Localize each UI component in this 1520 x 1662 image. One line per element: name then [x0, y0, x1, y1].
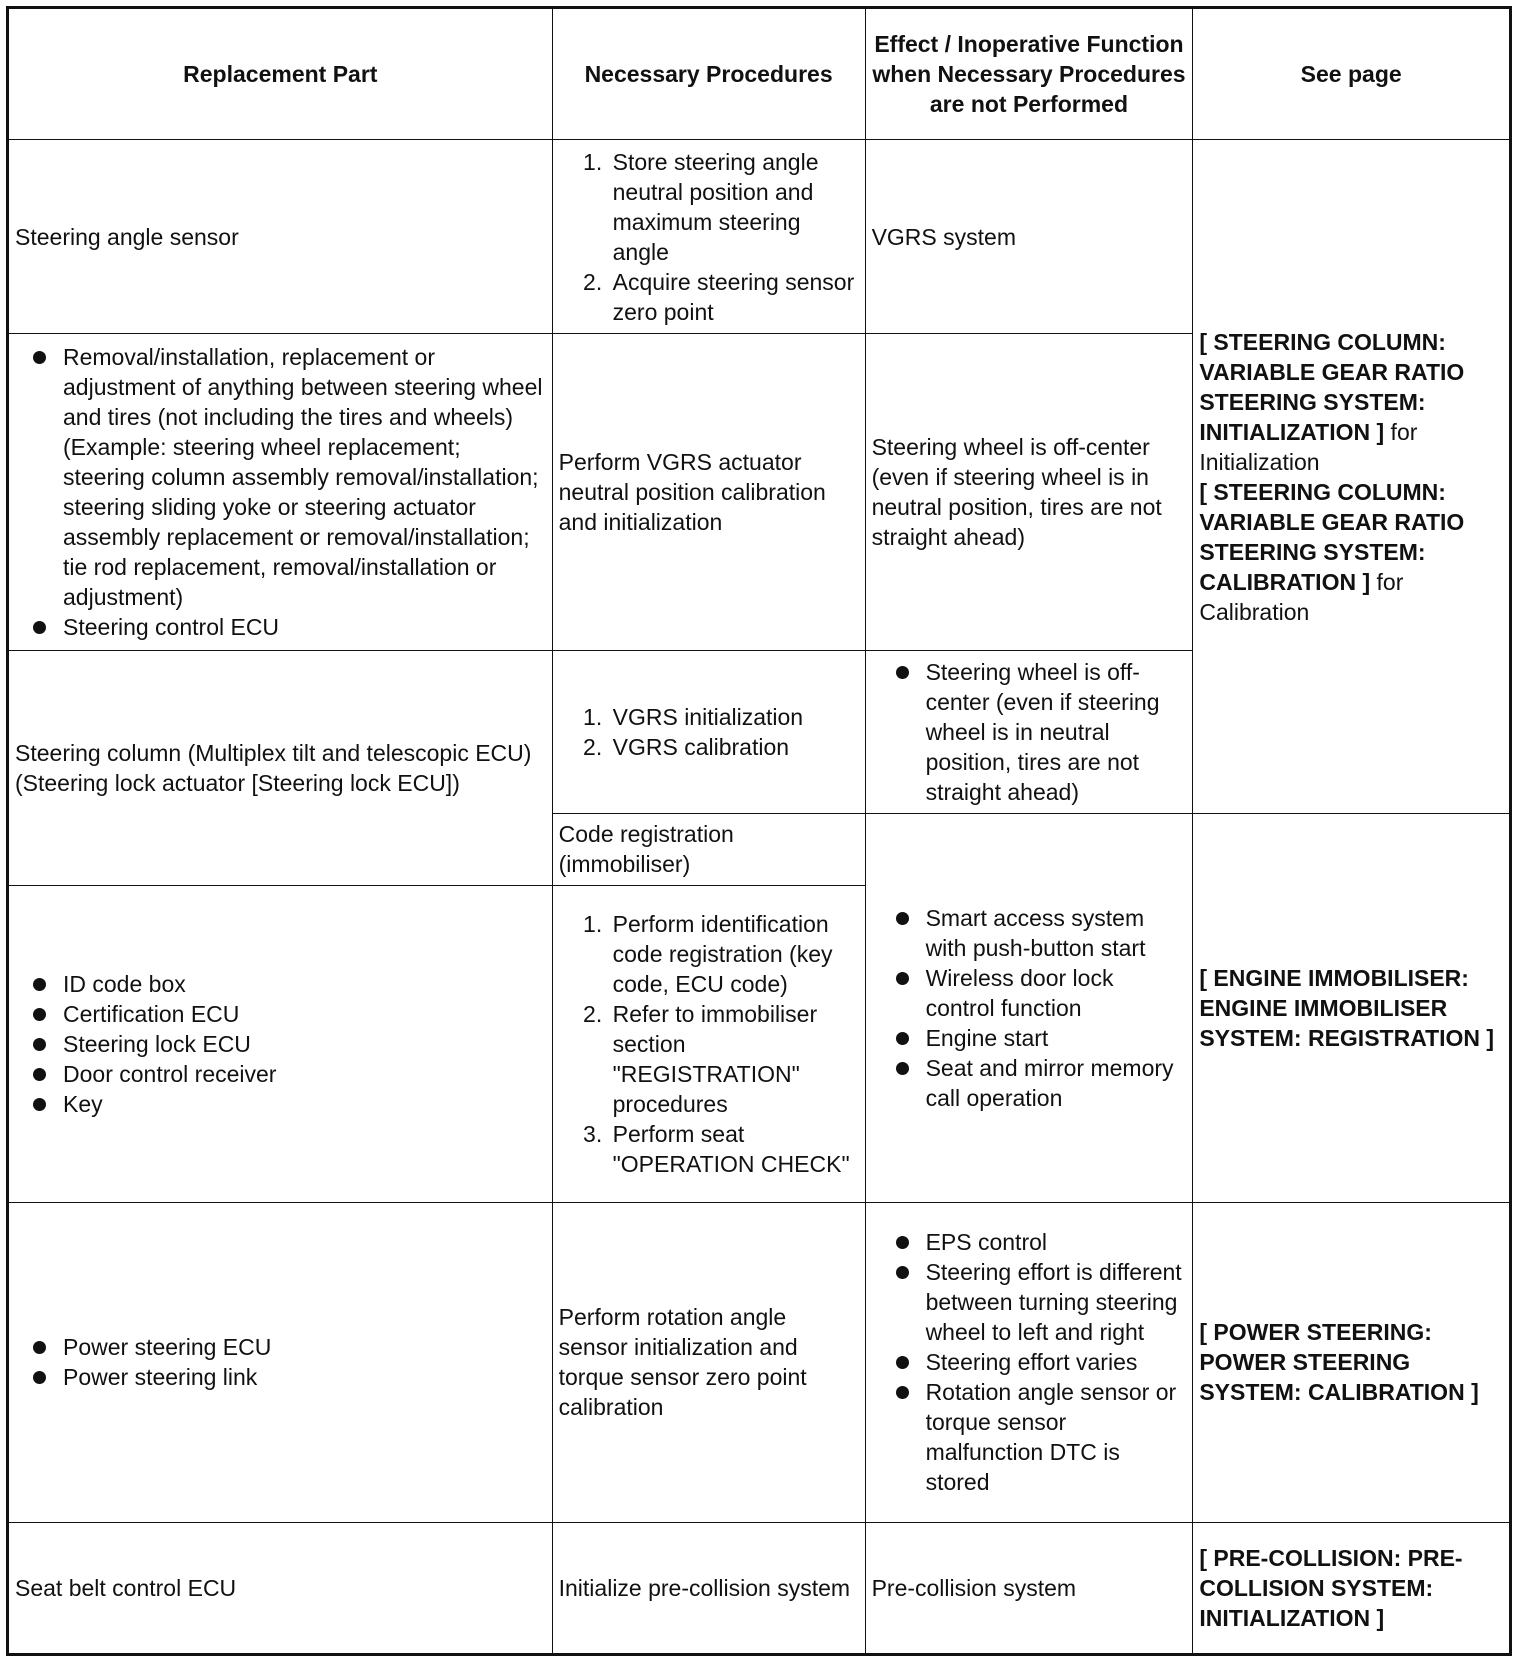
part-bullet-item: Steering control ECU [63, 612, 546, 642]
suffix-calibration: for Calibration [1199, 568, 1404, 625]
part-cell: Steering column (Multiplex tilt and telescopic ECU) (Steering lock actuator [Steering lock ECU]) [9, 651, 552, 885]
part-cell [9, 885, 552, 1202]
effect-cell [865, 651, 1193, 814]
header-necessary-procedures: Necessary Procedures [552, 9, 865, 140]
part-cell [9, 1202, 552, 1522]
effect-bullet-item: Steering wheel is off-center (even if steering wheel is in neutral position, tires are not straight ahead) [926, 657, 1187, 807]
table-row [9, 140, 1509, 333]
part-cell: Seat belt control ECU [9, 1522, 552, 1653]
procedures-cell [552, 140, 865, 333]
see-page-vgrs [1193, 140, 1509, 814]
procedure-item: 2. Acquire steering sensor zero point [609, 267, 859, 327]
effect-bullet-item: Seat and mirror memory call operation [926, 1053, 1187, 1113]
header-replacement-part: Replacement Part [9, 9, 552, 140]
suffix-initialization: for Initialization [1199, 418, 1418, 475]
effect-cell: VGRS system [865, 140, 1193, 333]
header-row [9, 9, 1509, 140]
procedures-cell [552, 651, 865, 814]
part-bullet-item: Certification ECU [63, 999, 546, 1029]
procedures-cell: Perform VGRS actuator neutral position calibration and initialization [552, 333, 865, 651]
replacement-procedures-table [9, 9, 1509, 1653]
part-bullet-item: Door control receiver [63, 1059, 546, 1089]
part-cell [9, 333, 552, 651]
procedure-item: 1. Perform identification code registration (key code, ECU code) [609, 909, 859, 999]
part-bullet-item: Removal/installation, replacement or adjustment of anything between steering wheel and tires (not including the tires and wheels) (Example: steering wheel replacement; steering column assembly removal/installation; steering sliding yoke or steering actuator assembly replacement or removal/installation; tie rod replacement, removal/installation or adjustment) [63, 342, 546, 612]
effect-cell: Pre-collision system [865, 1522, 1193, 1653]
procedures-cell: Initialize pre-collision system [552, 1522, 865, 1653]
effect-bullet-item: EPS control [926, 1227, 1187, 1257]
effect-bullet-item: Steering effort varies [926, 1347, 1187, 1377]
effect-bullet-item: Wireless door lock control function [926, 963, 1187, 1023]
procedure-item: 2. VGRS calibration [609, 732, 859, 762]
procedures-cell: Perform rotation angle sensor initialization and torque sensor zero point calibration [552, 1202, 865, 1522]
header-effect: Effect / Inoperative Function when Necessary Procedures are not Performed [865, 9, 1193, 140]
procedure-item: 2. Refer to immobiliser section "REGISTRATION" procedures [609, 999, 859, 1119]
part-cell: Steering angle sensor [9, 140, 552, 333]
effect-cell: Steering wheel is off-center (even if steering wheel is in neutral position, tires are not straight ahead) [865, 333, 1193, 651]
see-page-pre-collision[interactable]: [ PRE-COLLISION: PRE-COLLISION SYSTEM: INITIALIZATION ] [1193, 1522, 1509, 1653]
link-vgrs-calibration[interactable]: [ STEERING COLUMN: VARIABLE GEAR RATIO STEERING SYSTEM: CALIBRATION ] [1199, 478, 1465, 595]
part-bullet-item: Power steering ECU [63, 1332, 546, 1362]
procedures-cell: Code registration (immobiliser) [552, 814, 865, 886]
effect-bullet-item: Steering effort is different between turning steering wheel to left and right [926, 1257, 1187, 1347]
effect-cell [865, 814, 1193, 1203]
link-vgrs-initialization[interactable]: [ STEERING COLUMN: VARIABLE GEAR RATIO STEERING SYSTEM: INITIALIZATION ] [1199, 328, 1465, 445]
effect-bullet-item: Rotation angle sensor or torque sensor malfunction DTC is stored [926, 1377, 1187, 1497]
effect-bullet-item: Smart access system with push-button start [926, 903, 1187, 963]
see-page-power-steering[interactable]: [ POWER STEERING: POWER STEERING SYSTEM: CALIBRATION ] [1193, 1202, 1509, 1522]
replacement-table-container [6, 6, 1512, 1656]
part-bullet-item: Power steering link [63, 1362, 546, 1392]
procedures-cell [552, 885, 865, 1202]
part-bullet-item: ID code box [63, 969, 546, 999]
procedure-item: 3. Perform seat "OPERATION CHECK" [609, 1119, 859, 1179]
table-row [9, 1522, 1509, 1653]
header-see-page: See page [1193, 9, 1509, 140]
effect-bullet-item: Engine start [926, 1023, 1187, 1053]
procedure-item: 1. VGRS initialization [609, 702, 859, 732]
see-page-immobiliser[interactable]: [ ENGINE IMMOBILISER: ENGINE IMMOBILISER SYSTEM: REGISTRATION ] [1193, 814, 1509, 1203]
part-bullet-item: Key [63, 1089, 546, 1119]
table-row [9, 1202, 1509, 1522]
part-bullet-item: Steering lock ECU [63, 1029, 546, 1059]
procedure-item: 1. Store steering angle neutral position and maximum steering angle [609, 147, 859, 267]
effect-cell [865, 1202, 1193, 1522]
